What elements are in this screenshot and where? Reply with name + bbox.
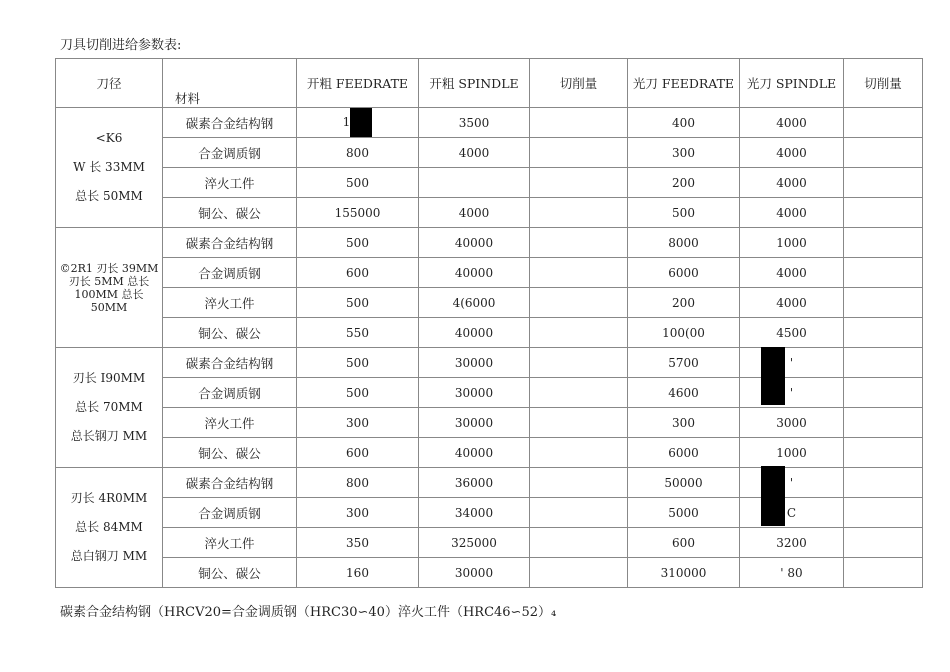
header-row — [56, 59, 923, 108]
table-row — [56, 468, 923, 498]
table-row — [56, 408, 923, 438]
finish-spindle-cell: 3000 — [740, 408, 844, 438]
rough-spindle-cell: 30000 — [419, 408, 530, 438]
rough-cut-cell — [530, 318, 628, 348]
rough-feedrate-cell: 550 — [297, 318, 419, 348]
rough-cut-cell — [530, 468, 628, 498]
finish-spindle-cell: 4000 — [740, 288, 844, 318]
table-row — [56, 348, 923, 378]
finish-feedrate-cell: 6000 — [628, 258, 740, 288]
finish-cut-cell — [844, 168, 923, 198]
rough-feedrate-cell: 300 — [297, 408, 419, 438]
finish-feedrate-cell: 50000 — [628, 468, 740, 498]
table-row — [56, 498, 923, 528]
finish-spindle-cell: 4000 — [740, 258, 844, 288]
table-row — [56, 168, 923, 198]
table-row — [56, 558, 923, 588]
tool-spec-cell — [56, 108, 163, 228]
table-row — [56, 198, 923, 228]
finish-feedrate-cell: 300 — [628, 408, 740, 438]
finish-cut-cell — [844, 348, 923, 378]
tool-spec-line: 总长 84MM — [75, 520, 143, 534]
rough-spindle-cell: 40000 — [419, 228, 530, 258]
rough-cut-cell — [530, 378, 628, 408]
finish-cut-cell — [844, 198, 923, 228]
redaction-block — [761, 466, 785, 526]
material-cell: 碳素合金结构钢 — [163, 228, 297, 258]
tool-spec-line: ©2R1 刃长 39MM — [59, 261, 159, 275]
material-cell: 淬火工件 — [163, 408, 297, 438]
rough-cut-cell — [530, 558, 628, 588]
rough-cut-cell — [530, 498, 628, 528]
finish-spindle-cell: C — [740, 498, 844, 528]
material-cell: 淬火工件 — [163, 168, 297, 198]
rough-cut-cell — [530, 408, 628, 438]
rough-feedrate-cell: 500 — [297, 288, 419, 318]
rough-feedrate-cell: 300 — [297, 498, 419, 528]
finish-spindle-cell: 4500 — [740, 318, 844, 348]
rough-feedrate-cell: 500 — [297, 378, 419, 408]
finish-cut-cell — [844, 378, 923, 408]
rough-spindle-cell: 4000 — [419, 198, 530, 228]
footer-note: 碳素合金结构钢（HRCV20=合金调质钢（HRC30∽40）淬火工件（HRC46∽52）₄ — [60, 605, 557, 620]
header-rough-cut-amount: 切削量 — [530, 59, 628, 108]
material-cell: 铜公、碳公 — [163, 318, 297, 348]
finish-spindle-cell: ' — [740, 378, 844, 408]
finish-cut-cell — [844, 258, 923, 288]
table-row — [56, 288, 923, 318]
rough-feedrate-cell: 600 — [297, 438, 419, 468]
material-cell: 合金调质钢 — [163, 498, 297, 528]
material-cell: 碳素合金结构钢 — [163, 108, 297, 138]
finish-feedrate-cell: 4600 — [628, 378, 740, 408]
rough-cut-cell — [530, 108, 628, 138]
redaction-block — [350, 108, 372, 137]
rough-feedrate-cell: 500 — [297, 348, 419, 378]
finish-spindle-cell: 4000 — [740, 198, 844, 228]
finish-feedrate-cell: 5000 — [628, 498, 740, 528]
finish-cut-cell — [844, 228, 923, 258]
tool-spec-line: 刃长 4R0MM — [70, 491, 148, 505]
rough-feedrate-cell: 350 — [297, 528, 419, 558]
rough-cut-cell — [530, 348, 628, 378]
material-cell: 铜公、碳公 — [163, 198, 297, 228]
material-cell: 铜公、碳公 — [163, 558, 297, 588]
tool-spec-cell — [56, 348, 163, 468]
material-cell: 淬火工件 — [163, 288, 297, 318]
material-cell: 碳素合金结构钢 — [163, 468, 297, 498]
rough-cut-cell — [530, 258, 628, 288]
rough-cut-cell — [530, 138, 628, 168]
material-cell: 碳素合金结构钢 — [163, 348, 297, 378]
rough-feedrate-cell: 500 — [297, 228, 419, 258]
header-rough-feedrate: 开粗 FEEDRATE — [297, 59, 419, 108]
finish-spindle-cell: 1000 — [740, 228, 844, 258]
header-rough-spindle: 开粗 SPINDLE — [419, 59, 530, 108]
tool-spec-line: 总长 50MM — [75, 189, 143, 203]
finish-feedrate-cell: 8000 — [628, 228, 740, 258]
finish-feedrate-cell: 400 — [628, 108, 740, 138]
finish-spindle-cell: ' — [740, 468, 844, 498]
finish-cut-cell — [844, 528, 923, 558]
finish-feedrate-cell: 600 — [628, 528, 740, 558]
rough-cut-cell — [530, 198, 628, 228]
tool-spec-line: 总长钢刀 MM — [70, 429, 148, 443]
finish-feedrate-cell: 100(00 — [628, 318, 740, 348]
tool-spec-line: <K6 — [95, 131, 123, 145]
finish-cut-cell — [844, 138, 923, 168]
material-cell: 合金调质钢 — [163, 378, 297, 408]
rough-spindle-cell: 30000 — [419, 348, 530, 378]
finish-feedrate-cell: 200 — [628, 168, 740, 198]
rough-spindle-cell: 36000 — [419, 468, 530, 498]
header-material: 材料 — [163, 59, 297, 108]
rough-cut-cell — [530, 168, 628, 198]
rough-spindle-cell: 30000 — [419, 378, 530, 408]
table-row — [56, 228, 923, 258]
finish-feedrate-cell: 500 — [628, 198, 740, 228]
header-finish-spindle: 光刀 SPINDLE — [740, 59, 844, 108]
finish-spindle-cell: 3200 — [740, 528, 844, 558]
finish-cut-cell — [844, 408, 923, 438]
rough-feedrate-cell: 500 — [297, 168, 419, 198]
table-row — [56, 378, 923, 408]
tool-spec-line: 刃长 5MM 总长 — [68, 274, 150, 288]
finish-cut-cell — [844, 318, 923, 348]
table-row — [56, 258, 923, 288]
rough-feedrate-cell: 160 — [297, 558, 419, 588]
cutting-parameter-table — [55, 58, 923, 588]
finish-feedrate-cell: 6000 — [628, 438, 740, 468]
finish-feedrate-cell: 310000 — [628, 558, 740, 588]
header-finish-feedrate: 光刀 FEEDRATE — [628, 59, 740, 108]
finish-spindle-cell: 4000 — [740, 138, 844, 168]
finish-spindle-cell: 4000 — [740, 108, 844, 138]
tool-spec-line: 刃长 I90MM — [72, 371, 146, 385]
finish-spindle-cell: 4000 — [740, 168, 844, 198]
finish-cut-cell — [844, 108, 923, 138]
rough-cut-cell — [530, 228, 628, 258]
finish-feedrate-cell: 5700 — [628, 348, 740, 378]
table-row — [56, 138, 923, 168]
material-cell: 铜公、碳公 — [163, 438, 297, 468]
tool-spec-cell — [56, 228, 163, 348]
tool-spec-line: 总长 70MM — [75, 400, 143, 414]
rough-spindle-cell: 3500 — [419, 108, 530, 138]
finish-cut-cell — [844, 468, 923, 498]
rough-spindle-cell: 4(6000 — [419, 288, 530, 318]
header-finish-cut-amount: 切削量 — [844, 59, 923, 108]
rough-cut-cell — [530, 288, 628, 318]
finish-cut-cell — [844, 498, 923, 528]
finish-feedrate-cell: 200 — [628, 288, 740, 318]
rough-spindle-cell: 325000 — [419, 528, 530, 558]
table-row — [56, 438, 923, 468]
header-tool-diameter: 刀径 — [56, 59, 163, 108]
material-cell: 合金调质钢 — [163, 138, 297, 168]
rough-feedrate-cell: 600 — [297, 258, 419, 288]
rough-spindle-cell — [419, 168, 530, 198]
tool-spec-line: 总白钢刀 MM — [70, 549, 148, 563]
rough-spindle-cell: 40000 — [419, 258, 530, 288]
document-title: 刀具切削进给参数表: — [60, 38, 182, 53]
rough-feedrate-cell — [297, 108, 419, 138]
tool-spec-line: W 长 33MM — [73, 160, 145, 174]
rough-feedrate-cell: 800 — [297, 138, 419, 168]
material-cell: 合金调质钢 — [163, 258, 297, 288]
rough-feedrate-value: 1 — [342, 115, 351, 129]
rough-spindle-cell: 34000 — [419, 498, 530, 528]
finish-cut-cell — [844, 438, 923, 468]
table-row — [56, 318, 923, 348]
finish-spindle-cell: ' 80 — [740, 558, 844, 588]
finish-spindle-cell: ' — [740, 348, 844, 378]
rough-spindle-cell: 30000 — [419, 558, 530, 588]
redaction-block — [761, 347, 785, 405]
finish-cut-cell — [844, 288, 923, 318]
material-cell: 淬火工件 — [163, 528, 297, 558]
table-row — [56, 528, 923, 558]
rough-cut-cell — [530, 438, 628, 468]
table-row — [56, 108, 923, 138]
rough-spindle-cell: 40000 — [419, 318, 530, 348]
rough-feedrate-cell: 800 — [297, 468, 419, 498]
rough-spindle-cell: 40000 — [419, 438, 530, 468]
finish-cut-cell — [844, 558, 923, 588]
rough-spindle-cell: 4000 — [419, 138, 530, 168]
tool-spec-line: 100MM 总长 50MM — [74, 287, 144, 314]
finish-feedrate-cell: 300 — [628, 138, 740, 168]
finish-spindle-cell: 1000 — [740, 438, 844, 468]
rough-cut-cell — [530, 528, 628, 558]
tool-spec-cell — [56, 468, 163, 588]
rough-feedrate-cell: 155000 — [297, 198, 419, 228]
